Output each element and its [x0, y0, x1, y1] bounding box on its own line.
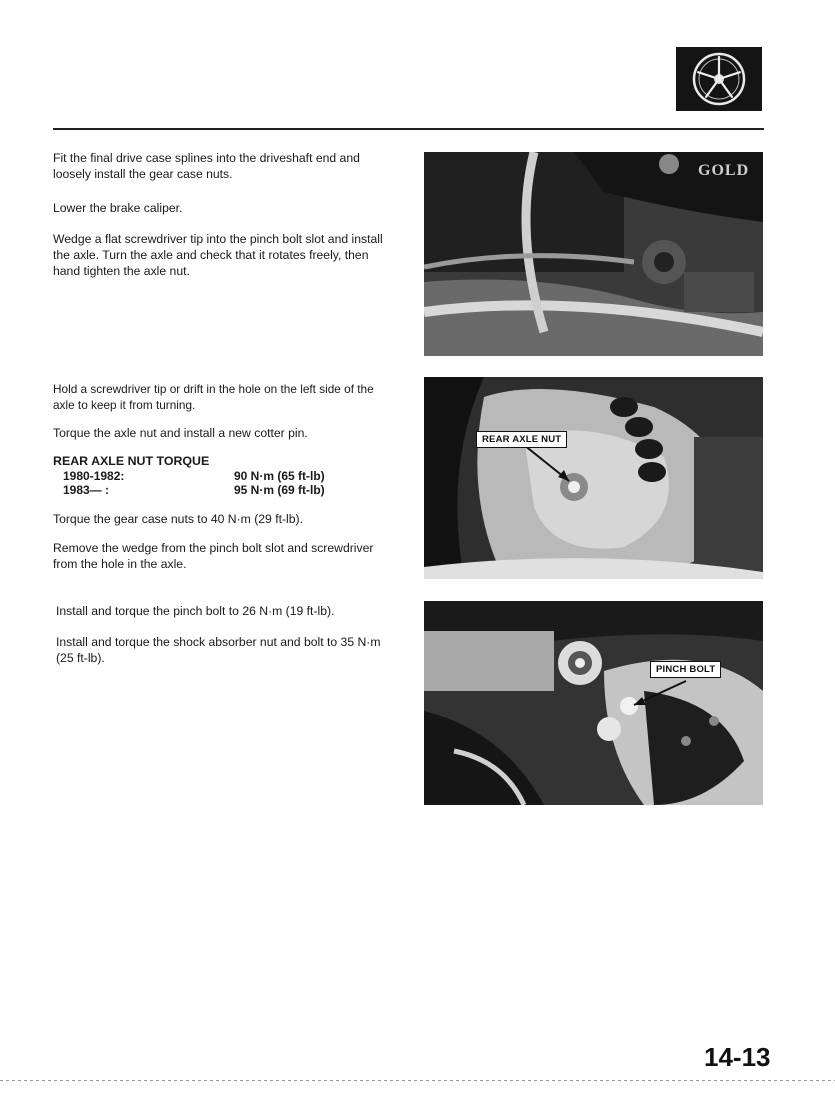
instruction-torque-pinch-bolt: Install and torque the pinch bolt to 26 N·m (19 ft-lb). — [56, 604, 335, 618]
header-rule — [53, 128, 764, 130]
footer-rule — [0, 1080, 835, 1081]
wheel-icon — [676, 47, 762, 111]
instruction-remove-wedge: Remove the wedge from the pinch bolt slot and screwdriver from the hole in the axle. — [53, 541, 374, 571]
instruction-torque-gear-case: Torque the gear case nuts to 40 N·m (29 ft-lb). — [53, 512, 303, 526]
instruction-wedge-screwdriver: Wedge a flat screwdriver tip into the pinch bolt slot and install the axle. Turn the axle and check that it rotates freely, then hand tighten the axle nut. — [53, 232, 383, 278]
page-number: 14-13 — [704, 1042, 771, 1072]
instruction-hold-screwdriver: Hold a screwdriver tip or drift in the hole on the left side of the axle to keep it from turning. — [53, 382, 374, 412]
photo-pinch-bolt — [424, 601, 763, 805]
torque-spec-title: REAR AXLE NUT TORQUE — [53, 454, 210, 468]
photo-final-drive-installation — [424, 152, 763, 356]
instruction-torque-axle-nut: Torque the axle nut and install a new cotter pin. — [53, 426, 308, 440]
instruction-torque-shock-absorber: Install and torque the shock absorber nut and bolt to 35 N·m (25 ft-lb). — [56, 635, 381, 665]
instruction-lower-caliper: Lower the brake caliper. — [53, 201, 183, 215]
photo-rear-axle-nut — [424, 377, 763, 579]
torque-years-1980: 1980-1982: — [63, 469, 125, 483]
torque-value-1980: 90 N·m (65 ft-lb) — [234, 469, 325, 483]
torque-years-1983: 1983— : — [63, 483, 110, 497]
photo-gold-emblem: GOLD — [698, 162, 750, 179]
callout-rear-axle-nut: REAR AXLE NUT — [476, 431, 567, 448]
callout-pinch-bolt: PINCH BOLT — [650, 661, 721, 678]
torque-value-1983: 95 N·m (69 ft-lb) — [234, 483, 325, 497]
instruction-fit-final-drive: Fit the final drive case splines into the driveshaft end and loosely install the gear case nuts. — [53, 151, 360, 181]
